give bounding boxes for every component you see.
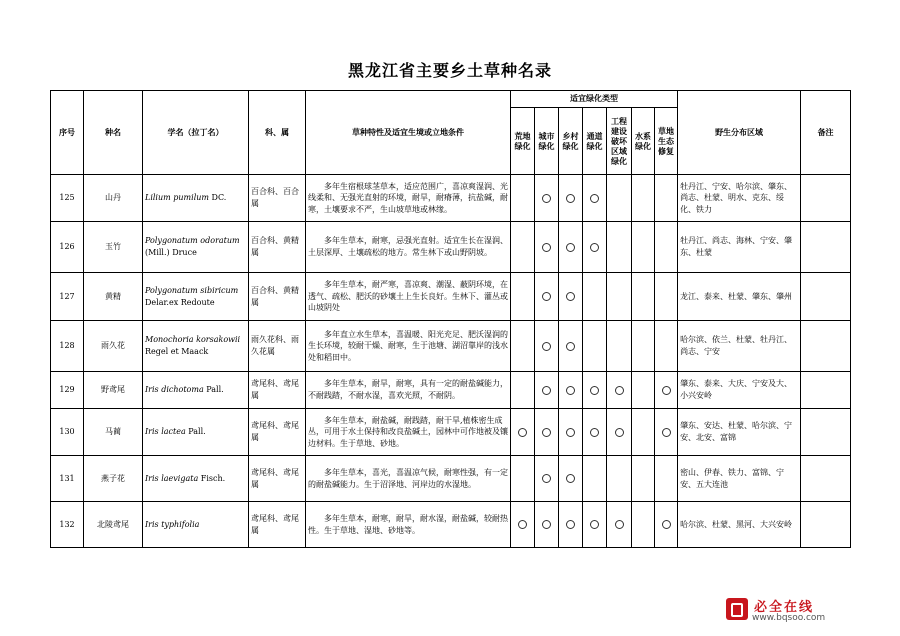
- greening-cell: [632, 409, 655, 456]
- traits-description: 多年生草本，耐寒，忌强光直射。适宜生长在湿润、土层深厚、土壤疏松的地方。常生林下或山野阴坡。: [306, 222, 511, 273]
- suitable-circle-icon: [566, 194, 575, 203]
- header-traits: 草种特性及适宜生境或立地条件: [306, 91, 511, 175]
- table-row: [51, 273, 851, 321]
- suitable-circle-icon: [542, 243, 551, 252]
- suitable-circle-icon: [662, 428, 671, 437]
- suitable-circle-icon: [615, 386, 624, 395]
- header-remarks: 备注: [801, 91, 851, 175]
- greening-cell: [559, 222, 583, 273]
- distribution-area: 肇东、安达、杜蒙、哈尔滨、宁安、北安、富锦: [678, 409, 801, 456]
- suitable-circle-icon: [542, 292, 551, 301]
- species-name: 燕子花: [84, 456, 143, 502]
- remarks-cell: [801, 372, 851, 409]
- species-name: 北陵鸢尾: [84, 502, 143, 548]
- traits-description: 多年直立水生草本，喜温暖、阳光充足、肥沃湿润的生长环境，较耐干燥、耐寒，生于池塘、湖沼靠岸的浅水处和稻田中。: [306, 321, 511, 372]
- table-row: [51, 372, 851, 409]
- species-name: 山丹: [84, 175, 143, 222]
- family-genus: 鸢尾科、鸢尾属: [249, 409, 306, 456]
- latin-name: [143, 372, 249, 409]
- suitable-circle-icon: [590, 520, 599, 529]
- latin-author: DC.: [208, 193, 227, 203]
- header-greening-type: 水系绿化: [632, 108, 655, 175]
- latin-author: Pall.: [185, 427, 206, 437]
- greening-cell: [583, 456, 607, 502]
- family-genus: 百合科、黄精属: [249, 273, 306, 321]
- greening-cell: [583, 502, 607, 548]
- header-greening-type: 草地生态修复: [655, 108, 678, 175]
- greening-cell: [607, 456, 632, 502]
- suitable-circle-icon: [518, 520, 527, 529]
- row-number: 128: [51, 321, 84, 372]
- row-number: 132: [51, 502, 84, 548]
- species-table: [50, 90, 851, 548]
- greening-cell: [535, 175, 559, 222]
- header-distribution: 野生分布区域: [678, 91, 801, 175]
- latin-name: [143, 456, 249, 502]
- greening-cell: [583, 409, 607, 456]
- header-greening-type: 乡村绿化: [559, 108, 583, 175]
- latin-name: [143, 222, 249, 273]
- header-latin: 学名（拉丁名）: [143, 91, 249, 175]
- suitable-circle-icon: [566, 520, 575, 529]
- family-genus: 鸢尾科、鸢尾属: [249, 502, 306, 548]
- latin-genus-species: Iris laevigata: [145, 473, 199, 483]
- greening-cell: [559, 456, 583, 502]
- header-family: 科、属: [249, 91, 306, 175]
- distribution-area: 龙江、泰来、杜蒙、肇东、肇州: [678, 273, 801, 321]
- latin-name: [143, 175, 249, 222]
- greening-cell: [559, 175, 583, 222]
- greening-cell: [559, 409, 583, 456]
- suitable-circle-icon: [615, 520, 624, 529]
- latin-genus-species: Iris lactea: [145, 427, 186, 437]
- header-greening-type: 荒地绿化: [511, 108, 535, 175]
- latin-name: [143, 502, 249, 548]
- latin-author: (Mill.) Druce: [145, 248, 197, 257]
- greening-cell: [535, 372, 559, 409]
- greening-cell: [511, 175, 535, 222]
- header-greening-group: 适宜绿化类型: [511, 91, 678, 108]
- greening-cell: [583, 321, 607, 372]
- row-number: 126: [51, 222, 84, 273]
- greening-cell: [607, 175, 632, 222]
- latin-genus-species: Iris typhifolia: [145, 519, 200, 529]
- traits-description: 多年生草本，喜光，喜温凉气候，耐寒性强，有一定的耐盐碱能力。生于沼泽地、河岸边的水湿地。: [306, 456, 511, 502]
- brand-logo-icon: [726, 598, 748, 620]
- suitable-circle-icon: [542, 474, 551, 483]
- suitable-circle-icon: [662, 520, 671, 529]
- greening-cell: [583, 372, 607, 409]
- greening-cell: [655, 321, 678, 372]
- table-row: [51, 321, 851, 372]
- remarks-cell: [801, 502, 851, 548]
- traits-description: 多年生草本，耐严寒，喜凉爽、潮湿、蔽阴环境，在透气、疏松、肥沃的砂壤土上生长良好。生林下、灌丛或山坡阴处: [306, 273, 511, 321]
- greening-cell: [607, 222, 632, 273]
- row-number: 131: [51, 456, 84, 502]
- greening-cell: [511, 456, 535, 502]
- greening-cell: [607, 321, 632, 372]
- suitable-circle-icon: [542, 386, 551, 395]
- suitable-circle-icon: [542, 520, 551, 529]
- latin-genus-species: Lilium pumilum: [145, 193, 209, 203]
- greening-cell: [632, 175, 655, 222]
- remarks-cell: [801, 175, 851, 222]
- header-no: 序号: [51, 91, 84, 175]
- greening-cell: [655, 222, 678, 273]
- watermark-url: www.bqsoo.com: [752, 613, 826, 623]
- latin-genus-species: Monochoria korsakowii: [145, 335, 241, 345]
- latin-genus-species: Polygonatum sibiricum: [145, 285, 239, 295]
- latin-genus-species: Iris dichotoma: [145, 385, 204, 395]
- species-name: 雨久花: [84, 321, 143, 372]
- remarks-cell: [801, 409, 851, 456]
- greening-cell: [535, 456, 559, 502]
- distribution-area: 哈尔滨、杜蒙、黑河、大兴安岭: [678, 502, 801, 548]
- watermark-logo: [726, 596, 846, 626]
- greening-cell: [535, 409, 559, 456]
- suitable-circle-icon: [590, 194, 599, 203]
- greening-cell: [535, 321, 559, 372]
- remarks-cell: [801, 273, 851, 321]
- traits-description: 多年生草本，耐盐碱，耐践踏，耐干旱,植株密生成丛，可用于水土保持和改良盐碱土，园林中可作地被及镶边材料。生于草地、砂地。: [306, 409, 511, 456]
- page-title: 黑龙江省主要乡土草种名录: [347, 61, 552, 80]
- family-genus: 百合科、黄精属: [249, 222, 306, 273]
- greening-cell: [559, 321, 583, 372]
- greening-cell: [632, 456, 655, 502]
- traits-description: 多年生宿根球茎草本，适应范围广，喜凉爽湿润、光线柔和、无强光直射的环境，耐旱，耐瘠薄，抗盐碱，耐寒，土壤要求不严，生山坡草地或林缘。: [306, 175, 511, 222]
- row-number: 130: [51, 409, 84, 456]
- greening-cell: [655, 502, 678, 548]
- latin-author: Regel et Maack: [145, 347, 209, 356]
- greening-cell: [607, 502, 632, 548]
- watermark-brand: 必全在线: [754, 600, 815, 615]
- family-genus: 鸢尾科、鸢尾属: [249, 456, 306, 502]
- latin-name: [143, 409, 249, 456]
- greening-cell: [655, 409, 678, 456]
- table-row: [51, 502, 851, 548]
- greening-cell: [583, 273, 607, 321]
- suitable-circle-icon: [542, 194, 551, 203]
- table-row: [51, 222, 851, 273]
- header-species: 种名: [84, 91, 143, 175]
- greening-cell: [607, 273, 632, 321]
- greening-cell: [655, 372, 678, 409]
- greening-cell: [559, 372, 583, 409]
- row-number: 127: [51, 273, 84, 321]
- greening-cell: [511, 409, 535, 456]
- greening-cell: [632, 321, 655, 372]
- remarks-cell: [801, 321, 851, 372]
- species-name: 野鸢尾: [84, 372, 143, 409]
- suitable-circle-icon: [566, 243, 575, 252]
- greening-cell: [655, 175, 678, 222]
- table-row: [51, 409, 851, 456]
- latin-author: Fisch.: [198, 473, 226, 483]
- header-greening-type: 城市绿化: [535, 108, 559, 175]
- suitable-circle-icon: [590, 428, 599, 437]
- greening-cell: [632, 222, 655, 273]
- header-greening-type: 工程建设破坏区域绿化: [607, 108, 632, 175]
- latin-name: [143, 321, 249, 372]
- suitable-circle-icon: [662, 386, 671, 395]
- family-genus: 百合科、百合属: [249, 175, 306, 222]
- distribution-area: 牡丹江、宁安、哈尔滨、肇东、尚志、杜蒙、明水、克东、绥化、铁力: [678, 175, 801, 222]
- suitable-circle-icon: [542, 342, 551, 351]
- greening-cell: [607, 372, 632, 409]
- greening-cell: [632, 502, 655, 548]
- latin-author: Pall.: [203, 385, 224, 395]
- greening-cell: [655, 456, 678, 502]
- latin-genus-species: Polygonatum odoratum: [145, 236, 240, 246]
- suitable-circle-icon: [615, 428, 624, 437]
- greening-cell: [535, 273, 559, 321]
- greening-cell: [535, 502, 559, 548]
- greening-cell: [559, 273, 583, 321]
- suitable-circle-icon: [542, 428, 551, 437]
- greening-cell: [511, 273, 535, 321]
- distribution-area: 哈尔滨、依兰、杜蒙、牡丹江、尚志、宁安: [678, 321, 801, 372]
- distribution-area: 密山、伊春、铁力、富锦、宁安、五大连池: [678, 456, 801, 502]
- distribution-area: 牡丹江、尚志、海林、宁安、肇东、杜蒙: [678, 222, 801, 273]
- species-name: 黄精: [84, 273, 143, 321]
- greening-cell: [632, 273, 655, 321]
- remarks-cell: [801, 222, 851, 273]
- greening-cell: [607, 409, 632, 456]
- suitable-circle-icon: [518, 428, 527, 437]
- table-row: [51, 175, 851, 222]
- header-greening-type: 通道绿化: [583, 108, 607, 175]
- row-number: 129: [51, 372, 84, 409]
- greening-cell: [511, 502, 535, 548]
- suitable-circle-icon: [566, 292, 575, 301]
- greening-cell: [535, 222, 559, 273]
- traits-description: 多年生草本，耐旱，耐寒，具有一定的耐盐碱能力，不耐践踏，不耐水湿，喜欢光照，不耐阴。: [306, 372, 511, 409]
- suitable-circle-icon: [566, 474, 575, 483]
- greening-cell: [511, 222, 535, 273]
- greening-cell: [583, 175, 607, 222]
- latin-name: [143, 273, 249, 321]
- greening-cell: [632, 372, 655, 409]
- remarks-cell: [801, 456, 851, 502]
- greening-cell: [559, 502, 583, 548]
- species-name: 马蔺: [84, 409, 143, 456]
- suitable-circle-icon: [566, 428, 575, 437]
- family-genus: 雨久花科、雨久花属: [249, 321, 306, 372]
- family-genus: 鸢尾科、鸢尾属: [249, 372, 306, 409]
- suitable-circle-icon: [566, 386, 575, 395]
- species-name: 玉竹: [84, 222, 143, 273]
- traits-description: 多年生草本，耐寒，耐旱，耐水湿，耐盐碱，较耐热性。生于草地、湿地、砂地等。: [306, 502, 511, 548]
- distribution-area: 肇东、泰来、大庆、宁安及大、小兴安岭: [678, 372, 801, 409]
- suitable-circle-icon: [590, 386, 599, 395]
- suitable-circle-icon: [566, 342, 575, 351]
- latin-author: Delar.ex Redoute: [145, 297, 215, 307]
- table-row: [51, 456, 851, 502]
- row-number: 125: [51, 175, 84, 222]
- suitable-circle-icon: [590, 243, 599, 252]
- greening-cell: [511, 321, 535, 372]
- greening-cell: [583, 222, 607, 273]
- greening-cell: [511, 372, 535, 409]
- greening-cell: [655, 273, 678, 321]
